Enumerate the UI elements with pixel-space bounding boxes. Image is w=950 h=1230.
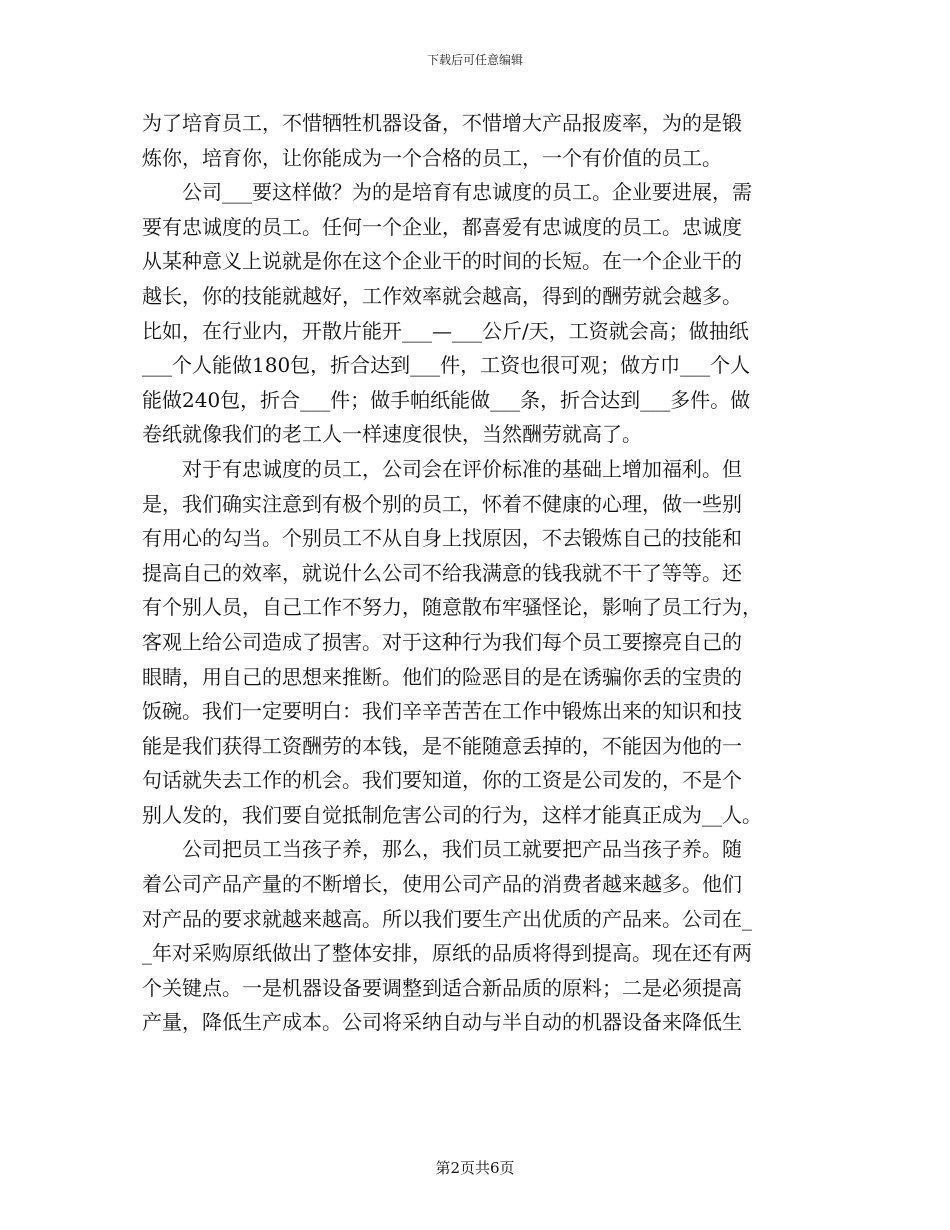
text-line: ___个人能做180包，折合达到___件，工资也很可观；做方巾___个人 (142, 353, 751, 378)
page-header: 下载后可任意编辑 (426, 53, 523, 67)
text-line: 提高自己的效率，就说什么公司不给我满意的钱我就不干了等等。还 (142, 560, 742, 585)
text-line: 产量，降低生产成本。公司将采纳自动与半自动的机器设备来降低生 (142, 1010, 742, 1035)
text-line: 客观上给公司造成了损害。对于这种行为我们每个员工要擦亮自己的 (142, 629, 742, 654)
text-line: 个关键点。一是机器设备要调整到适合新品质的原料；二是必须提高 (142, 975, 742, 1000)
text-line: 句话就失去工作的机会。我们要知道，你的工资是公司发的，不是个 (142, 768, 742, 793)
text-line: 从某种意义上说就是你在这个企业干的时间的长短。在一个企业干的 (142, 249, 742, 274)
text-line: 卷纸就像我们的老工人一样速度很快，当然酬劳就高了。 (142, 422, 642, 447)
text-line: 能做240包，折合___件；做手帕纸能做___条，折合达到___多件。做 (142, 387, 751, 412)
paragraph-start-line: 公司___要这样做？为的是培育有忠诚度的员工。企业要进展，需 (182, 180, 752, 205)
document-body (142, 106, 808, 1040)
text-line: _年对采购原纸做出了整体安排，原纸的品质将得到提高。现在还有两 (142, 941, 752, 966)
text-line: 越长，你的技能就越好，工作效率就会越高，得到的酬劳就会越多。 (142, 283, 742, 308)
text-line: 眼睛，用自己的思想来推断。他们的险恶目的是在诱骗你丢的宝贵的 (142, 664, 742, 689)
text-line: 要有忠诚度的员工。任何一个企业，都喜爱有忠诚度的员工。忠诚度 (142, 214, 742, 239)
text-line: 有个别人员，自己工作不努力，随意散布牢骚怪论，影响了员工行为， (142, 595, 762, 620)
text-line: 能是我们获得工资酬劳的本钱，是不能随意丢掉的，不能因为他的一 (142, 733, 742, 758)
text-line: 为了培育员工，不惜牺牲机器设备，不惜增大产品报废率，为的是锻 (142, 111, 742, 135)
paragraph-start-line: 对于有忠诚度的员工，公司会在评价标准的基础上增加福利。但 (182, 456, 742, 481)
text-line: 是，我们确实注意到有极个别的员工，怀着不健康的心理，做一些别 (142, 491, 742, 516)
paragraph-start-line: 公司把员工当孩子养，那么，我们员工就要把产品当孩子养。随 (182, 837, 742, 862)
text-line: 比如，在行业内，开散片能开___—___公斤/天，工资就会高；做抽纸 (142, 318, 749, 343)
text-line: 对产品的要求就越来越高。所以我们要生产出优质的产品来。公司在_ (142, 906, 752, 931)
text-line: 有用心的勾当。个别员工不从自身上找原因，不去锻炼自己的技能和 (142, 526, 742, 551)
text-line: 着公司产品产量的不断增长，使用公司产品的消费者越来越多。他们 (142, 872, 742, 897)
text-line: 别人发的，我们要自觉抵制危害公司的行为，这样才能真正成为__人。 (142, 802, 762, 827)
text-line: 饭碗。我们一定要明白：我们辛辛苦苦在工作中锻炼出来的知识和技 (142, 699, 742, 724)
page-number-footer: 第2页共6页 (435, 1159, 515, 1177)
text-line: 炼你，培育你，让你能成为一个合格的员工，一个有价值的员工。 (142, 145, 722, 170)
